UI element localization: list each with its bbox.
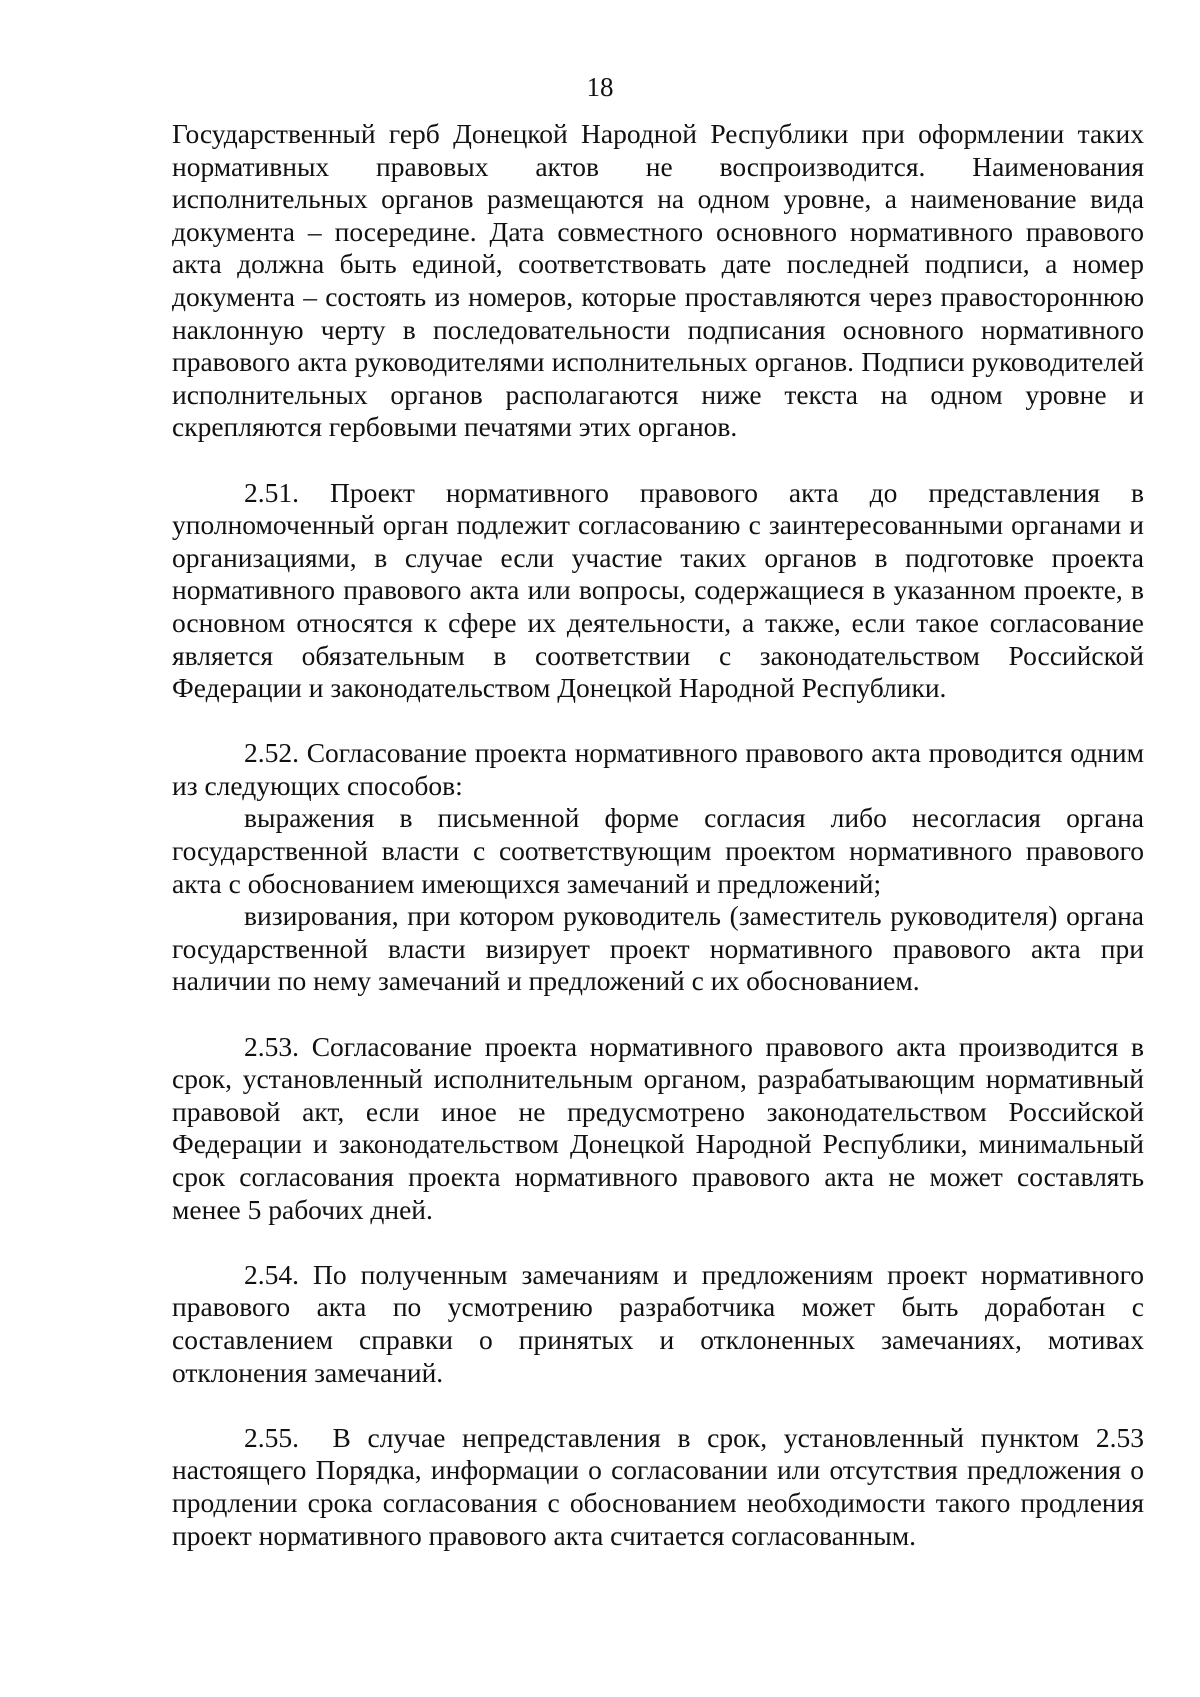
clause-number: 2.53. — [244, 1030, 299, 1062]
paragraph-2-55 — [172, 1422, 1144, 1552]
paragraph-text: По полученным замечаниям и предложениям проект нормативного правового акта по усмотрению разработчика может быть доработан с составлением справки о принятых и отклоненных замечаниях, мотивах отклонения замечаний. — [172, 1258, 1144, 1388]
paragraph-2-51 — [172, 477, 1144, 705]
paragraph-text: Государственный герб Донецкой Народной Республики при оформлении таких нормативных правовых актов не воспроизводится. Наименования исполнительных органов размещаются на одном уровне, а наименование вида документа – посередине. Дата совместного основного нормативного правового акта должна быть единой, соответствовать дате последней подписи, а номер документа – состоять из номеров, которые проставляются через правостороннюю наклонную черту в последовательности подписания основного нормативного правового акта руководителями исполнительных органов. Подписи руководителей исполнительных органов располагаются ниже текста на одном уровне и скрепляются гербовыми печатями этих органов. — [172, 118, 1144, 443]
paragraph-text: Согласование проекта нормативного правового акта производится в срок, установленный исполнительным органом, разрабатывающим нормативный правовой акт, если иное не предусмотрено законодательством Российской Федерации и законодательством Донецкой Народной Республики, минимальный срок согласования проекта нормативного правового акта не может составлять менее 5 рабочих дней. — [172, 1030, 1144, 1225]
paragraph-text: визирования, при котором руководитель (заместитель руководителя) органа государственной власти визирует проект нормативного правового акта при наличии по нему замечаний и предложений с их обоснованием. — [172, 900, 1144, 997]
paragraph-text: Согласование проекта нормативного правового акта проводится одним из следующих способов: — [172, 737, 1145, 801]
paragraph-2-52-method-2 — [172, 900, 1144, 998]
page-number: 18 — [586, 72, 614, 102]
clause-number: 2.55. — [244, 1421, 299, 1453]
clause-number: 2.51. — [244, 476, 299, 508]
clause-number: 2.52. — [244, 737, 299, 769]
paragraph-2-52-method-1 — [172, 802, 1144, 900]
paragraph-text: В случае непредставления в срок, установленный пунктом 2.53 настоящего Порядка, информации о согласовании или отсутствия предложения о продлении срока согласования с обоснованием необходимости такого продления проект нормативного правового акта считается согласованным. — [172, 1421, 1144, 1551]
paragraph-continuation — [172, 118, 1144, 444]
paragraph-2-54 — [172, 1259, 1144, 1389]
paragraph-2-53 — [172, 1031, 1144, 1227]
clause-number: 2.54. — [244, 1258, 299, 1290]
document-body — [172, 118, 1144, 1552]
paragraph-2-52 — [172, 737, 1144, 802]
paragraph-text: Проект нормативного правового акта до представления в уполномоченный орган подлежит согласованию с заинтересованными органами и организациями, в случае если участие таких органов в подготовке проекта нормативного правового акта или вопросы, содержащиеся в указанном проекте, в основном относятся к сфере их деятельности, а также, если такое согласование является обязательным в соответствии с законодательством Российской Федерации и законодательством Донецкой Народной Республики. — [172, 476, 1144, 704]
paragraph-text: выражения в письменной форме согласия либо несогласия органа государственной власти с соответствующим проектом нормативного правового акта с обоснованием имеющихся замечаний и предложений; — [172, 802, 1144, 899]
